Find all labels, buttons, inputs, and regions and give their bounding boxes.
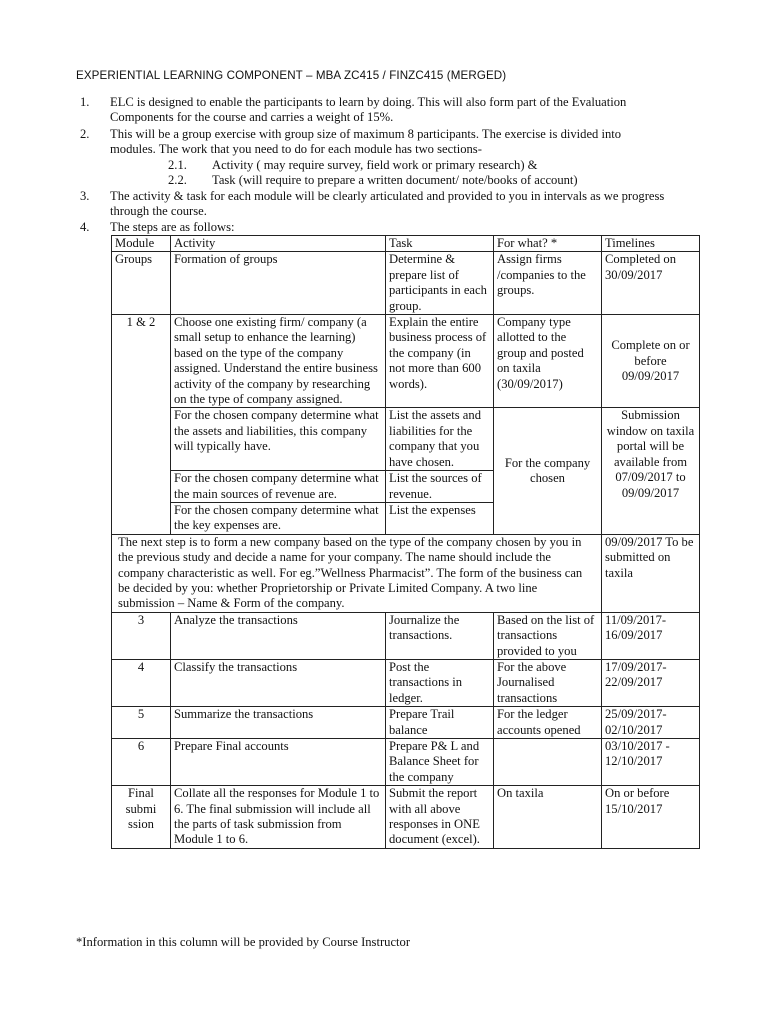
cell-task: Post the transactions in ledger. bbox=[386, 659, 494, 706]
cell-module: 6 bbox=[112, 739, 171, 786]
cell-task: Determine & prepare list of participants in each group. bbox=[386, 252, 494, 315]
table-row bbox=[112, 786, 700, 849]
cell-for-what: For the above Journalised transactions bbox=[494, 659, 602, 706]
table-row bbox=[112, 739, 700, 786]
cell-task: List the sources of revenue. bbox=[386, 471, 494, 503]
cell-task: Explain the entire business process of the company (in not more than 600 words). bbox=[386, 315, 494, 408]
cell-next-step: The next step is to form a new company based on the type of the company chosen by you in the previous study and decide a name for your company. The name should include the company characteristic as well. For eg.”Wellness Pharmacist”. The form of the business can be decided by you: whether Proprietorship or Private Limited Company. A two line submission – Name & Form of the company. bbox=[112, 534, 602, 612]
cell-activity: Collate all the responses for Module 1 to 6. The final submission will include all the parts of task submission from Module 1 to 6. bbox=[171, 786, 386, 849]
cell-module: 4 bbox=[112, 659, 171, 706]
sub-item-2-1 bbox=[168, 158, 537, 173]
table-row bbox=[112, 252, 700, 315]
cell-for-what: On taxila bbox=[494, 786, 602, 849]
cell-for-what: Based on the list of transactions provided to you bbox=[494, 612, 602, 659]
cell-activity: Analyze the transactions bbox=[171, 612, 386, 659]
cell-timelines: Completed on 30/09/2017 bbox=[602, 252, 700, 315]
cell-activity: Choose one existing firm/ company (a small setup to enhance the learning) based on the type of the company assigned. Understand the entire business activity of the company by researching on the type of company assigned. bbox=[171, 315, 386, 408]
cell-task: Prepare Trail balance bbox=[386, 707, 494, 739]
cell-timelines: Complete on or before 09/09/2017 bbox=[602, 315, 700, 408]
header-for-what: For what? * bbox=[494, 236, 602, 252]
cell-timelines: 17/09/2017- 22/09/2017 bbox=[602, 659, 700, 706]
list-item-text: ELC is designed to enable the participants to learn by doing. This will also form part of the Evaluation Components for the course and carries a weight of 15%. bbox=[110, 95, 627, 125]
cell-timelines: On or before 15/10/2017 bbox=[602, 786, 700, 849]
cell-activity: Prepare Final accounts bbox=[171, 739, 386, 786]
header-timelines: Timelines bbox=[602, 236, 700, 252]
list-item-text: This will be a group exercise with group size of maximum 8 participants. The exercise is divided into modules. The work that you need to do for each module has two sections- bbox=[110, 127, 622, 157]
header-task: Task bbox=[386, 236, 494, 252]
footnote: *Information in this column will be provided by Course Instructor bbox=[76, 935, 411, 949]
cell-activity: Formation of groups bbox=[171, 252, 386, 315]
list-item-text: The activity & task for each module will be clearly articulated and provided to you in intervals as we progress through the course. bbox=[110, 189, 665, 219]
cell-task: List the expenses bbox=[386, 502, 494, 534]
list-item-number: 1. bbox=[80, 95, 90, 109]
cell-task: Prepare P& L and Balance Sheet for the company bbox=[386, 739, 494, 786]
header-activity: Activity bbox=[171, 236, 386, 252]
cell-task: Submit the report with all above responses in ONE document (excel). bbox=[386, 786, 494, 849]
cell-for-what: For the company chosen bbox=[494, 408, 602, 534]
cell-activity: For the chosen company determine what the key expenses are. bbox=[171, 502, 386, 534]
list-item-number: 3. bbox=[80, 189, 90, 203]
list-item-number: 2. bbox=[80, 127, 90, 141]
cell-module: Final submi ssion bbox=[112, 786, 171, 849]
cell-activity: Summarize the transactions bbox=[171, 707, 386, 739]
table-row bbox=[112, 534, 700, 612]
sub-item-text: Activity ( may require survey, field work or primary research) & bbox=[212, 158, 538, 172]
table-header-row bbox=[112, 236, 700, 252]
cell-module: 1 & 2 bbox=[112, 315, 171, 535]
cell-task: List the assets and liabilities for the company that you have chosen. bbox=[386, 408, 494, 471]
table-row bbox=[112, 315, 700, 408]
document-title: EXPERIENTIAL LEARNING COMPONENT – MBA ZC415 / FINZC415 (MERGED) bbox=[76, 69, 507, 82]
sub-item-number: 2.2. bbox=[168, 173, 187, 187]
table-row bbox=[112, 659, 700, 706]
list-item-number: 4. bbox=[80, 220, 90, 234]
cell-timelines: Submission window on taxila portal will be available from 07/09/2017 to 09/09/2017 bbox=[602, 408, 700, 534]
cell-for-what: Assign firms /companies to the groups. bbox=[494, 252, 602, 315]
cell-activity: Classify the transactions bbox=[171, 659, 386, 706]
cell-timelines: 09/09/2017 To be submitted on taxila bbox=[602, 534, 700, 612]
table-row bbox=[112, 612, 700, 659]
steps-table bbox=[111, 235, 700, 849]
cell-module: 5 bbox=[112, 707, 171, 739]
cell-for-what: Company type allotted to the group and posted on taxila (30/09/2017) bbox=[494, 315, 602, 408]
table-row bbox=[112, 408, 700, 471]
cell-task: Journalize the transactions. bbox=[386, 612, 494, 659]
table-row bbox=[112, 707, 700, 739]
cell-module: 3 bbox=[112, 612, 171, 659]
cell-module: Groups bbox=[112, 252, 171, 315]
cell-timelines: 03/10/2017 - 12/10/2017 bbox=[602, 739, 700, 786]
cell-timelines: 25/09/2017- 02/10/2017 bbox=[602, 707, 700, 739]
sub-item-number: 2.1. bbox=[168, 158, 187, 172]
cell-activity: For the chosen company determine what the main sources of revenue are. bbox=[171, 471, 386, 503]
sub-item-text: Task (will require to prepare a written document/ note/books of account) bbox=[212, 173, 578, 187]
cell-for-what bbox=[494, 739, 602, 786]
cell-timelines: 11/09/2017- 16/09/2017 bbox=[602, 612, 700, 659]
cell-activity: For the chosen company determine what the assets and liabilities, this company will typically have. bbox=[171, 408, 386, 471]
list-item-text: The steps are as follows: bbox=[110, 220, 235, 234]
sub-item-2-2 bbox=[168, 173, 578, 188]
header-module: Module bbox=[112, 236, 171, 252]
cell-for-what: For the ledger accounts opened bbox=[494, 707, 602, 739]
